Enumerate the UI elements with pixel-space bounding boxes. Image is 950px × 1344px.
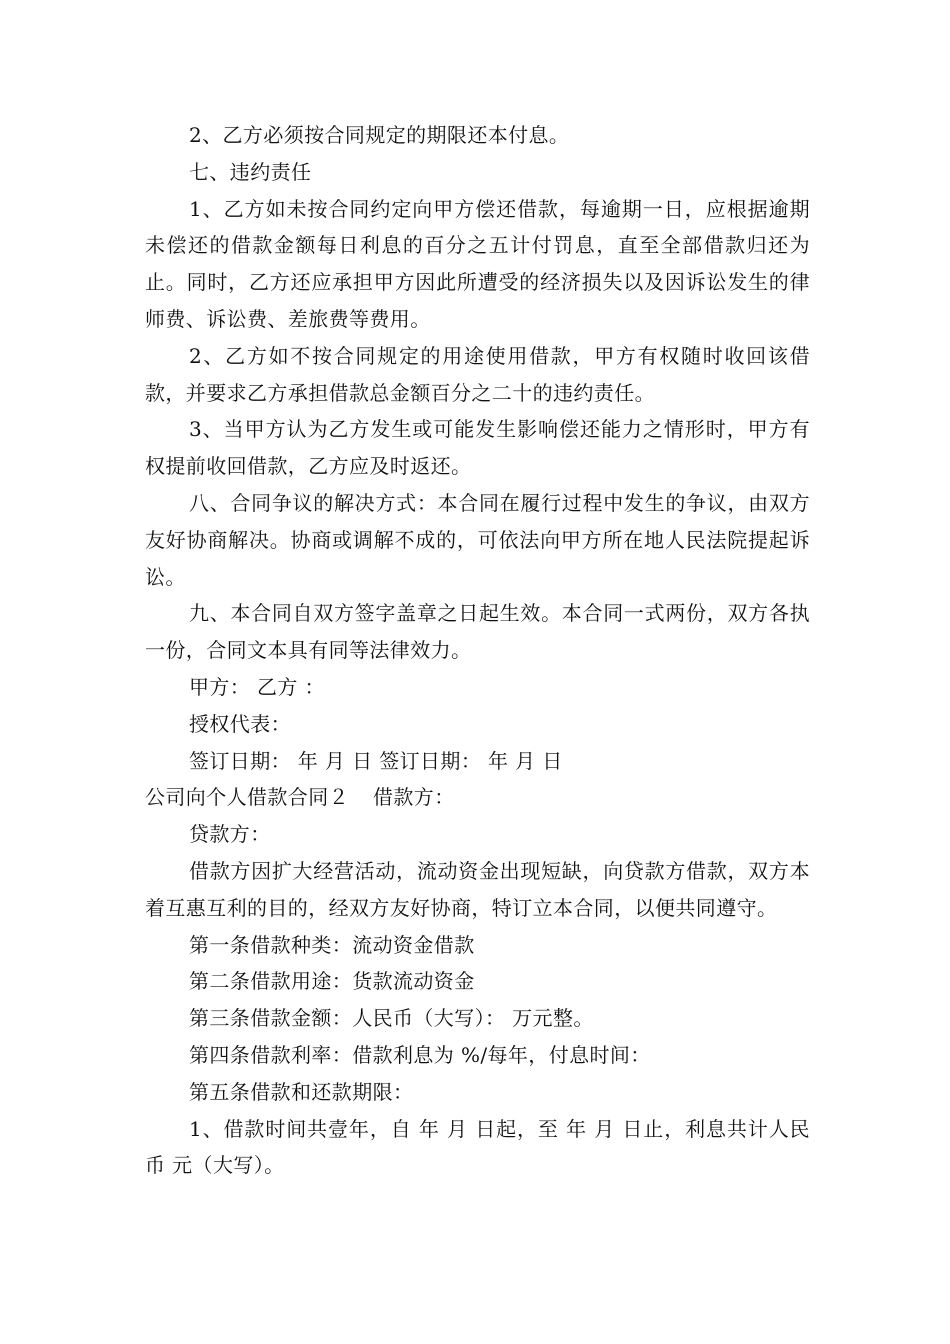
signature-parties: 甲方： 乙方 ： [189, 674, 325, 699]
article-3: 第三条借款金额：人民币（大写）： 万元整。 [189, 1006, 594, 1031]
paragraph: 2、乙方如不按合同规定的用途使用借款，甲方有权随时收回该借款，并要求乙方承担借款总金额百分之二十的违约责任。 [145, 343, 810, 405]
section-heading: 七、违约责任 [189, 159, 312, 184]
article-5: 第五条借款和还款期限： [189, 1079, 414, 1104]
contract-title: 公司向个人借款合同２ [145, 785, 349, 810]
article-4: 第四条借款利率：借款利息为 %/每年，付息时间： [189, 1042, 651, 1067]
paragraph: 八、合同争议的解决方式：本合同在履行过程中发生的争议，由双方友好协商解决。协商或调解不成的，可依法向甲方所在地人民法院提起诉讼。 [145, 490, 810, 589]
paragraph: 3、当甲方认为乙方发生或可能发生影响偿还能力之情形时，甲方有权提前收回借款，乙方应及时返还。 [145, 417, 810, 479]
paragraph: 1、借款时间共壹年，自 年 月 日起，至 年 月 日止，利息共计人民币 元（大写）。 [145, 1116, 810, 1178]
borrower-label: 借款方： [373, 785, 455, 810]
paragraph: 九、本合同自双方签字盖章之日起生效。本合同一式两份，双方各执一份，合同文本具有同等法律效力。 [145, 601, 810, 663]
paragraph: 1、乙方如未按合同约定向甲方偿还借款，每逾期一日，应根据逾期未偿还的借款金额每日利息的百分之五计付罚息，直至全部借款归还为止。同时，乙方还应承担甲方因此所遭受的经济损失以及因诉讼发生的律师费、诉讼费、差旅费等费用。 [145, 196, 810, 331]
authorized-representative: 授权代表： [189, 711, 291, 736]
document-page [145, 117, 810, 1184]
signing-dates: 签订日期： 年 月 日 签订日期： 年 月 日 [189, 748, 563, 773]
contract-title-line [145, 779, 810, 816]
article-1: 第一条借款种类：流动资金借款 [189, 932, 475, 957]
paragraph: 借款方因扩大经营活动，流动资金出现短缺，向贷款方借款，双方本着互惠互利的目的，经双方友好协商，特订立本合同，以便共同遵守。 [145, 858, 810, 920]
paragraph: 2、乙方必须按合同规定的期限还本付息。 [189, 123, 570, 147]
article-2: 第二条借款用途：货款流动资金 [189, 969, 475, 994]
lender-label: 贷款方： [189, 822, 271, 847]
